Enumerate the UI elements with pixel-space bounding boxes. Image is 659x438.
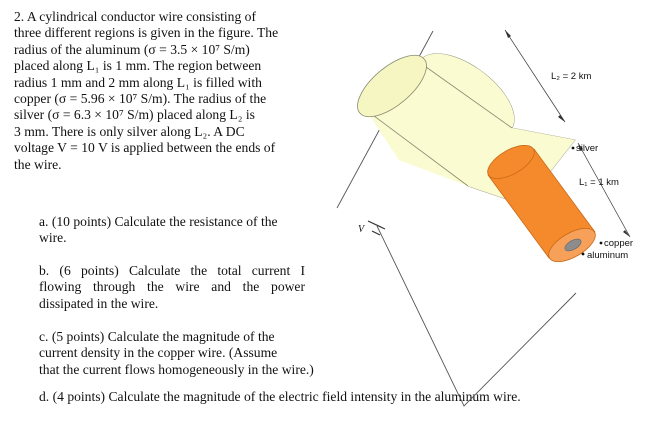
- copper-label: copper: [604, 238, 634, 249]
- part-c-line: current density in the copper wire. (Assume: [39, 345, 278, 361]
- part-a-line: wire.: [39, 230, 67, 246]
- intro-line: the wire.: [14, 156, 62, 172]
- battery-plate-long: [368, 221, 385, 229]
- intro-line: voltage V = 10 V is applied between the ends of: [14, 140, 276, 156]
- intro-line: 2. A cylindrical conductor wire consisting of: [14, 9, 256, 24]
- copper-leader-dot: [600, 242, 603, 245]
- part-b-line: dissipated in the wire.: [39, 295, 159, 311]
- intro-line: radius 1 mm and 2 mm along L₁ is filled with: [14, 74, 262, 90]
- part-c-line: c. (5 points) Calculate the magnitude of the: [39, 329, 275, 344]
- intro-line: three different regions is given in the figure. The: [14, 25, 279, 41]
- part-d-line: d. (4 points) Calculate the magnitude of the electric field intensity in the aluminum wire.: [39, 389, 521, 404]
- part-b-line: b. (6 points) Calculate the total current I: [39, 263, 305, 278]
- silver-label: silver: [576, 143, 599, 154]
- intro-line: placed along L₁ is 1 mm. The region between: [14, 58, 262, 74]
- intro-line: silver (σ = 6.3 × 10⁷ S/m) placed along L₂ is: [14, 107, 255, 123]
- silver-leader-dot: [572, 147, 575, 150]
- part-b-line: flowing through the wire and the power: [39, 279, 305, 295]
- intro-line: copper (σ = 5.96 × 10⁷ S/m). The radius of the: [14, 91, 267, 107]
- part-a-line: a. (10 points) Calculate the resistance of the: [39, 214, 278, 229]
- aluminum-label: aluminum: [587, 250, 629, 261]
- voltage-label: V: [358, 224, 365, 235]
- length-label-L2: L₂ = 2 km: [551, 71, 592, 82]
- aluminum-leader-dot: [582, 253, 585, 256]
- intro-line: radius of the aluminum (σ = 3.5 × 10⁷ S/m): [14, 41, 250, 57]
- length-label-L1: L₁ = 1 km: [579, 177, 619, 188]
- intro-line: 3 mm. There is only silver along L₂. A DC: [14, 123, 245, 139]
- part-c-line: that the current flows homogeneously in the wire.): [39, 361, 314, 377]
- battery-plate-short: [372, 231, 380, 235]
